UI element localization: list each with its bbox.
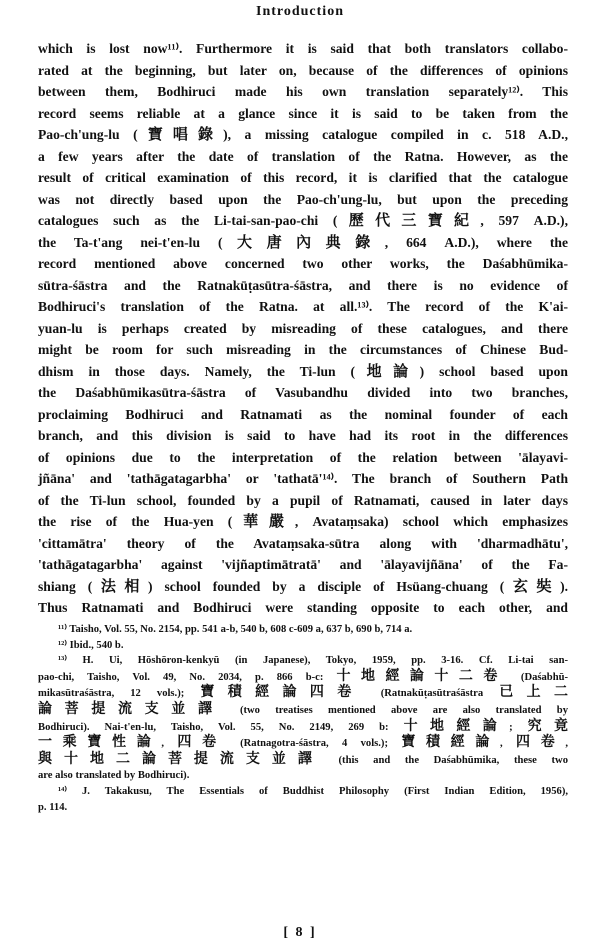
footnotes [38,622,568,815]
body-line: was not directly based upon the Pao-ch'ung-lu, but upon the preceding [38,191,568,207]
cjk-characters: 究竟 [527,717,569,734]
cjk-characters: 華嚴 [232,512,295,530]
cjk-characters: 寶唱錄 [137,125,224,143]
body-line: 'tathāgatagarbha' against 'vijñaptimātratā' and 'ālayavijñāna' of the Fa- [38,557,568,572]
footnote [38,784,568,815]
body-text [38,38,568,619]
cjk-characters: 與十地二論菩提流支並譯 [38,750,324,767]
body-line: shiang (法相) school founded by a disciple of Hsüang-chuang (玄奘). [38,576,568,595]
body-line: result of critical examination of this record, it is clarified that the catalogue [38,170,568,185]
body-line: record seems reliable at a glance since it is said to be taken from the [38,105,568,121]
running-head: Introduction [256,4,344,19]
cjk-characters: 寶積經論四卷 [200,684,365,701]
body-line: Thus Ratnamati and Bodhiruci were standing opposite to each other, and [38,600,568,615]
footnote-line: p. 114. [38,801,68,813]
footnote [38,622,568,638]
footnote-line: ¹¹⁾ Taisho, Vol. 55, No. 2154, pp. 541 a-b, 540 b, 608 c-609 a, 637 b, 690 b, 714 a. [58,624,413,635]
cjk-characters: 歷代三寶紀 [337,211,481,229]
body-line: Pao-ch'ung-lu (寶唱錄), a missing catalogue compiled in c. 518 A.D., [38,125,568,143]
cjk-characters: 四卷 [516,734,566,751]
body-line: of opinions due to the interpretation of the relation between 'ālayavi- [38,449,568,465]
cjk-characters: 一乘寶性論 [38,734,162,751]
body-line: dhism in those days. Namely, the Ti-lun (地論) school based upon [38,361,568,380]
footnote-line: 與十地二論菩提流支並譯 (this and the Daśabhūmika, these two [38,750,568,767]
body-line: of the Ti-lun school, founded by a pupil of Ratnamati, caused in later days [38,492,568,508]
body-line: branch, and this division is said to have had its root in the differences [38,428,568,443]
body-line: the Daśabhūmikasūtra-śāstra of Vasubandhu divided into two branches, [38,385,568,400]
body-line: catalogues such as the Li-tai-san-pao-chi (歷代三寶紀, 597 A.D.), [38,211,568,229]
footnote [38,653,568,784]
body-line: the Ta-t'ang nei-t'en-lu (大唐內典錄, 664 A.D.), where the [38,232,568,251]
footnote-line: ¹⁴⁾ J. Takakusu, The Essentials of Buddhist Philosophy (First Indian Edition, 1956), [58,785,568,797]
footnote [38,638,568,654]
body-line: jñāna' and 'tathāgatagarbha' or 'tathatā'¹⁴⁾. The branch of Southern Path [38,471,568,486]
cjk-characters: 十地經論十二卷 [336,667,508,684]
cjk-characters: 論菩提流支並譯 [38,700,225,717]
body-line: Bodhiruci's translation of the Ratna. at all.¹³⁾. The record of the K'ai- [38,299,568,314]
footnote-line: are also translated by Bodhiruci). [38,770,190,782]
cjk-characters: 十地經論 [403,717,510,734]
footnote-line: pao-chi, Taisho, Vol. 49, No. 2034, p. 866 b-c: 十地經論十二卷 (Daśabhū- [38,667,569,684]
body-line: between them, Bodhiruci made his own translation separately¹²⁾. This [38,84,568,99]
body-line: the rise of the Hua-yen (華嚴, Avataṃsaka) school which emphasizes [38,512,568,530]
body-line: yuan-lu is perhaps created by misreading of these catalogues, and there [38,320,568,336]
body-line: 'cittamātra' theory of the Avataṃsaka-sūtra along with 'dharmadhātu', [38,535,568,551]
footnote-line: ¹³⁾ H. Ui, Hōshōron-kenkyū (in Japanese), Tokyo, 1959, pp. 3-16. Cf. Li-tai san- [58,655,568,667]
body-line: record mentioned above concerned two other works, the Daśabhūmika- [38,256,568,271]
footnote-line: 一乘寶性論, 四卷 (Ratnagotra-śāstra, 4 vols.); 寶積經論, 四卷, [38,734,569,751]
page-number: [ 8 ] [283,925,317,940]
body-line: rated at the beginning, but later on, because of the differences of opinions [38,62,568,78]
cjk-characters: 玄奘 [504,576,561,595]
footnote-line: 論菩提流支並譯 (two treatises mentioned above are also translated by [38,700,568,717]
body-line: a few years after the date of translation of the Ratna. However, as the [38,148,568,164]
cjk-characters: 大唐內典錄 [222,232,385,251]
body-line: might be room for such misreading in the circumstances of Chinese Bud- [38,342,568,357]
body-line: which is lost now¹¹⁾. Furthermore it is said that both translators collabo- [38,41,568,56]
cjk-characters: 寶積經論 [401,734,501,751]
body-line: sūtra-śāstra and the Ratnakūṭasūtra-śāstra, and there is no evidence of [38,277,568,293]
cjk-characters: 四卷 [177,734,227,751]
body-line: proclaiming Bodhiruci and Ratnamati as the nominal founder of each [38,406,568,422]
cjk-characters: 法相 [92,576,148,595]
footnote-line: mikasūtraśāstra, 12 vols.); 寶積經論四卷 (Ratnakūṭasūtraśāstra 已上二 [38,684,568,701]
footnote-line: ¹²⁾ Ibid., 540 b. [58,639,124,651]
cjk-characters: 已上二 [499,684,568,701]
footnote-line: Bodhiruci). Nai-t'en-lu, Taisho, Vol. 55, No. 2149, 269 b: 十地經論; 究竟 [38,717,569,734]
cjk-characters: 地論 [355,361,420,380]
